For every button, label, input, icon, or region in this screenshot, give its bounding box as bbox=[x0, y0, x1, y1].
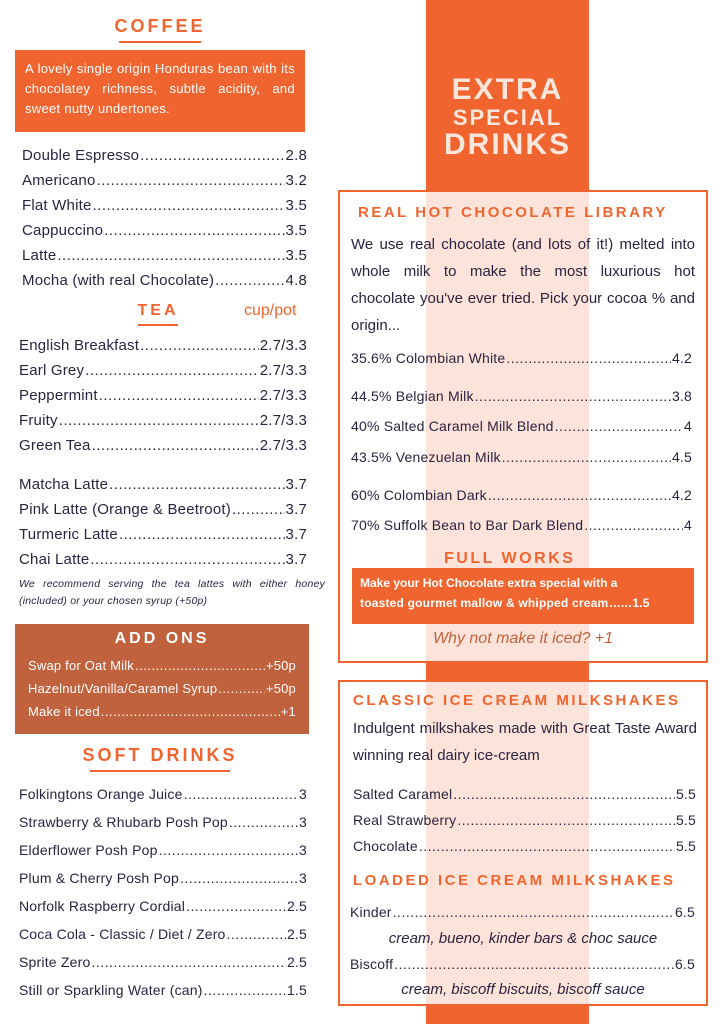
item-price: 6.5 bbox=[674, 904, 695, 920]
menu-item bbox=[22, 247, 307, 264]
cup-pot-label: cup/pot bbox=[244, 302, 297, 319]
menu-item bbox=[19, 842, 307, 858]
item-price: 2.7/3.3 bbox=[259, 412, 307, 429]
item-name: Latte bbox=[22, 247, 57, 264]
item-name: 35.6% Colombian White bbox=[351, 350, 506, 366]
item-price: 3.5 bbox=[285, 247, 307, 264]
item-name: Chocolate bbox=[353, 838, 418, 854]
soft-drinks-heading bbox=[80, 745, 240, 772]
item-price: 4.2 bbox=[671, 487, 692, 503]
item-name: Americano bbox=[22, 172, 96, 189]
extra-special-line1: EXTRA bbox=[451, 73, 564, 106]
item-price: 2.5 bbox=[286, 954, 307, 970]
item-price: 2.7/3.3 bbox=[259, 337, 307, 354]
item-name: 43.5% Venezuelan Milk bbox=[351, 449, 501, 465]
item-name: Mocha (with real Chocolate) bbox=[22, 272, 215, 289]
menu-item bbox=[353, 786, 696, 802]
tea-latte-note: We recommend serving the tea lattes with either honey (included) or your chosen syrup (+50p) bbox=[19, 578, 325, 607]
item-name: Real Strawberry bbox=[353, 812, 457, 828]
item-name: Elderflower Posh Pop bbox=[19, 842, 158, 858]
item-price: 2.7/3.3 bbox=[259, 362, 307, 379]
menu-item bbox=[350, 904, 695, 920]
item-price: 1.5 bbox=[286, 982, 307, 998]
item-name: toasted gourmet mallow & whipped cream bbox=[360, 596, 609, 610]
item-name: Sprite Zero bbox=[19, 954, 91, 970]
item-price: 3 bbox=[299, 870, 307, 886]
item-price: 4.5 bbox=[671, 449, 692, 465]
item-name: Biscoff bbox=[350, 956, 394, 972]
item-price: 6.5 bbox=[674, 956, 695, 972]
soft-drinks-heading-text: SOFT DRINKS bbox=[82, 745, 238, 765]
item-price: 4 bbox=[684, 418, 692, 434]
menu-item bbox=[19, 898, 307, 914]
coffee-heading bbox=[110, 16, 210, 43]
menu-item bbox=[351, 350, 692, 366]
item-price: 3 bbox=[299, 842, 307, 858]
item-name: Double Espresso bbox=[22, 147, 140, 164]
item-name: Peppermint bbox=[19, 387, 98, 404]
hot-chocolate-description: We use real chocolate (and lots of it!) melted into whole milk to make the most luxurious hot chocolate you've ever tried. Pick your cocoa % and origin... bbox=[351, 236, 695, 334]
tea-heading bbox=[128, 302, 188, 326]
menu-item bbox=[19, 437, 307, 454]
full-works-item bbox=[360, 593, 686, 613]
item-name: Still or Sparkling Water (can) bbox=[19, 982, 203, 998]
menu-item bbox=[22, 197, 307, 214]
item-price: +50p bbox=[265, 681, 296, 696]
item-price: 2.7/3.3 bbox=[259, 387, 307, 404]
menu-item bbox=[351, 449, 692, 465]
item-price: +1 bbox=[280, 704, 296, 719]
menu-item bbox=[19, 476, 307, 493]
item-price: 3.8 bbox=[671, 388, 692, 404]
menu-item bbox=[22, 222, 307, 239]
item-price: 5.5 bbox=[675, 812, 696, 828]
item-name: 44.5% Belgian Milk bbox=[351, 388, 474, 404]
item-name: Coca Cola - Classic / Diet / Zero bbox=[19, 926, 226, 942]
item-price: 2.5 bbox=[286, 926, 307, 942]
full-works-heading: FULL WORKS bbox=[444, 550, 576, 567]
milkshakes-heading: CLASSIC ICE CREAM MILKSHAKES bbox=[353, 692, 681, 709]
menu-item bbox=[19, 982, 307, 998]
item-name: Earl Grey bbox=[19, 362, 85, 379]
item-price: +50p bbox=[265, 658, 296, 673]
extra-special-title bbox=[426, 74, 589, 160]
item-name: Strawberry & Rhubarb Posh Pop bbox=[19, 814, 228, 830]
item-name: Norfolk Raspberry Cordial bbox=[19, 898, 186, 914]
item-description: cream, biscoff biscuits, biscoff sauce bbox=[401, 981, 645, 998]
full-works-panel bbox=[352, 568, 694, 624]
extra-special-line2: SPECIAL bbox=[452, 104, 563, 130]
item-price: 3 bbox=[299, 814, 307, 830]
menu-item bbox=[19, 387, 307, 404]
iced-upsell: Why not make it iced? +1 bbox=[432, 630, 614, 647]
tea-heading-text: TEA bbox=[137, 302, 179, 319]
item-description: cream, bueno, kinder bars & choc sauce bbox=[388, 930, 658, 947]
item-price: 2.5 bbox=[286, 898, 307, 914]
coffee-underline bbox=[119, 41, 201, 43]
addons-heading: ADD ONS bbox=[114, 630, 210, 647]
menu-item bbox=[19, 501, 307, 518]
loaded-milkshakes-heading: LOADED ICE CREAM MILKSHAKES bbox=[353, 872, 676, 889]
menu-item bbox=[28, 681, 296, 696]
item-price: 4 bbox=[684, 517, 692, 533]
item-name: 40% Salted Caramel Milk Blend bbox=[351, 418, 554, 434]
milkshakes-description: Indulgent milkshakes made with Great Taste Award winning real dairy ice-cream bbox=[353, 720, 697, 764]
item-price: 1.5 bbox=[632, 596, 650, 610]
menu-item bbox=[19, 814, 307, 830]
item-price: 2.7/3.3 bbox=[259, 437, 307, 454]
menu-item bbox=[353, 838, 696, 854]
item-name: Matcha Latte bbox=[19, 476, 109, 493]
item-price: 3.2 bbox=[285, 172, 307, 189]
hot-chocolate-heading: REAL HOT CHOCOLATE LIBRARY bbox=[358, 204, 668, 221]
coffee-heading-text: COFFEE bbox=[114, 16, 206, 36]
menu-item bbox=[19, 926, 307, 942]
item-name: Hazelnut/Vanilla/Caramel Syrup bbox=[28, 681, 218, 696]
item-price: 3.5 bbox=[285, 222, 307, 239]
menu-item bbox=[19, 551, 307, 568]
menu-item bbox=[19, 412, 307, 429]
menu-item bbox=[351, 517, 692, 533]
item-name: Flat White bbox=[22, 197, 92, 214]
item-name: Salted Caramel bbox=[353, 786, 453, 802]
menu-item bbox=[22, 172, 307, 189]
item-name: Swap for Oat Milk bbox=[28, 658, 134, 673]
menu-item bbox=[19, 786, 307, 802]
item-price: 3.7 bbox=[285, 526, 307, 543]
menu-item bbox=[353, 812, 696, 828]
menu-item bbox=[351, 487, 692, 503]
item-price: 3.7 bbox=[285, 551, 307, 568]
menu-item bbox=[22, 147, 307, 164]
item-name: 60% Colombian Dark bbox=[351, 487, 487, 503]
item-price: 4.8 bbox=[285, 272, 307, 289]
item-price: 4.2 bbox=[671, 350, 692, 366]
full-works-line1: Make your Hot Chocolate extra special with a bbox=[360, 576, 618, 590]
menu-item bbox=[19, 362, 307, 379]
item-name: Plum & Cherry Posh Pop bbox=[19, 870, 180, 886]
item-name: Fruity bbox=[19, 412, 58, 429]
item-price: 3.7 bbox=[285, 476, 307, 493]
menu-item bbox=[28, 704, 296, 719]
menu-item bbox=[19, 526, 307, 543]
item-price: 3.5 bbox=[285, 197, 307, 214]
menu-item bbox=[19, 954, 307, 970]
item-name: Turmeric Latte bbox=[19, 526, 118, 543]
item-name: Folkingtons Orange Juice bbox=[19, 786, 183, 802]
item-price: 5.5 bbox=[675, 838, 696, 854]
item-name: Cappuccino bbox=[22, 222, 104, 239]
tea-underline bbox=[138, 324, 178, 326]
menu-item bbox=[351, 388, 692, 404]
menu-item bbox=[28, 658, 296, 673]
item-price: 3 bbox=[299, 786, 307, 802]
menu-item bbox=[19, 870, 307, 886]
menu-item bbox=[22, 272, 307, 289]
menu-item bbox=[19, 337, 307, 354]
item-name: Chai Latte bbox=[19, 551, 90, 568]
item-name: Green Tea bbox=[19, 437, 91, 454]
menu-item bbox=[350, 956, 695, 972]
item-name: Kinder bbox=[350, 904, 392, 920]
item-price: 2.8 bbox=[285, 147, 307, 164]
item-name: Make it iced bbox=[28, 704, 100, 719]
item-name: 70% Suffolk Bean to Bar Dark Blend bbox=[351, 517, 584, 533]
coffee-intro: A lovely single origin Honduras bean with its chocolatey richness, subtle acidity, and sweet nutty undertones. bbox=[15, 50, 305, 132]
item-price: 5.5 bbox=[675, 786, 696, 802]
item-price: 3.7 bbox=[285, 501, 307, 518]
extra-special-line3: DRINKS bbox=[443, 127, 571, 161]
item-name: Pink Latte (Orange & Beetroot) bbox=[19, 501, 231, 518]
soft-drinks-underline bbox=[90, 770, 230, 772]
menu-item bbox=[351, 418, 692, 434]
item-name: English Breakfast bbox=[19, 337, 140, 354]
